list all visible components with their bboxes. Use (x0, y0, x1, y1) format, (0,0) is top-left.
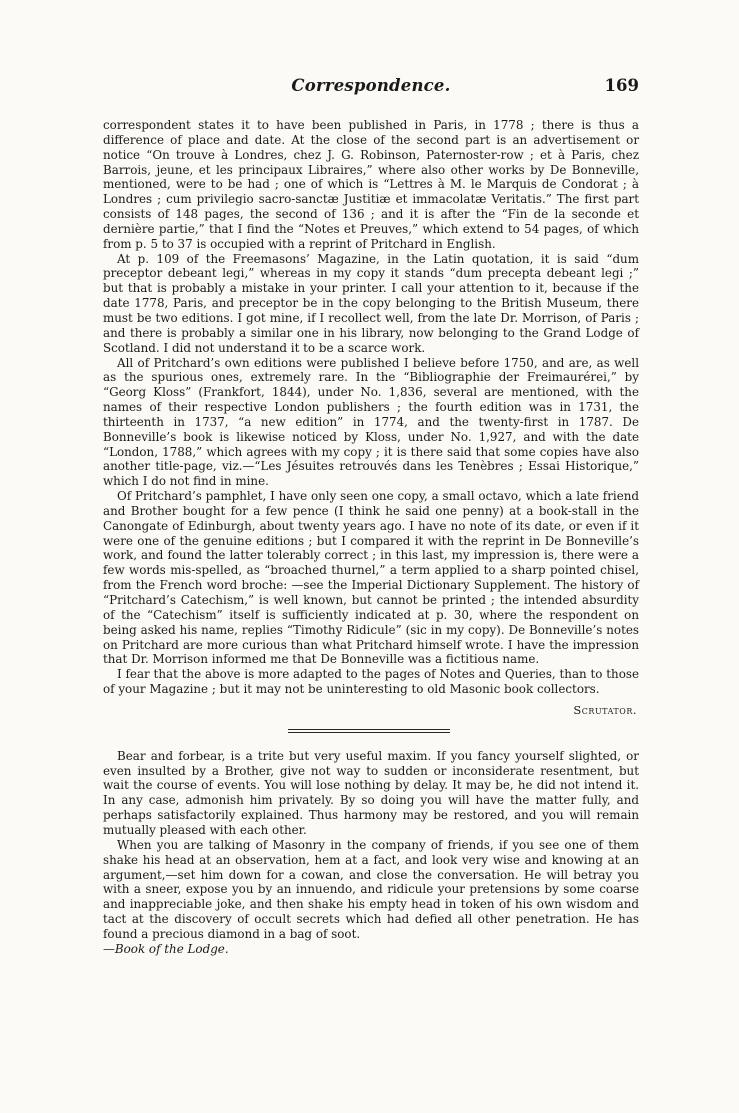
extract-paragraph-1: Bear and forbear, is a trite but very useful maxim. If you fancy yourself slighted, or even insulted by a Brother, give not way to sudden or inconsiderate resentment, but wait the course of events. You will lose nothing by delay. It may be, he did not intend it. In any case, admonish him privately. By so doing you will have the matter fully, and perhaps satisfactorily explained. Thus harmony may be restored, and you will remain mutually pleased with each other. (103, 748, 639, 837)
extract-source (103, 942, 639, 957)
running-head (103, 76, 639, 100)
source-citation: —Book of the Lodge. (103, 941, 229, 956)
body-text (103, 118, 639, 957)
letter-paragraph-1: correspondent states it to have been published in Paris, in 1778 ; there is thus a difference of place and date. At the close of the second part is an advertisement or notice “On trouve à Londres, chez J. G. Robinson, Paternoster-row ; et à Paris, chez Barrois, jeune, et les principaux Libraires,” where also other works by De Bonneville, mentioned, were to be had ; one of which is “Lettres à M. le Marquis de Condorat ; à Londres ; cum privilegio sacro-sanctæ Justitiæ et immacolatæ Veritatis.” The first part consists of 148 pages, the second of 136 ; and it is after the “Fin de la seconde et dernière partie,” that I find the “Notes et Preuves,” which extend to 54 pages, of which from p. 5 to 37 is occupied with a reprint of Pritchard in English. (103, 118, 639, 251)
page-number: 169 (604, 76, 639, 95)
divider-rule (288, 729, 450, 733)
letter-paragraph-2: At p. 109 of the Freemasons’ Magazine, in the Latin quotation, it is said “dum preceptor debeant legi,” whereas in my copy it stands “dum precepta debeant legi ;” but that is probably a mistake in your printer. I call your attention to it, because if the date 1778, Paris, and preceptor be in the copy belonging to the British Museum, there must be two editions. I got mine, if I recollect well, from the late Dr. Morrison, of Paris ; and there is probably a similar one in his library, now belonging to the Grand Lodge of Scotland. I did not understand it to be a scarce work. (103, 251, 639, 355)
extract-paragraph-2: When you are talking of Masonry in the company of friends, if you see one of them shake his head at an observation, hem at a fact, and look very wise and knowing at an argument,—set him down for a cowan, and close the conversation. He will betray you with a sneer, expose you by an innuendo, and ridicule your pretensions by some coarse and inappreciable joke, and then shake his empty head in token of his own wisdom and tact at the discovery of occult secrets which had defied all other penetration. He has found a precious diamond in a bag of soot. (103, 837, 639, 941)
letter-paragraph-3: All of Pritchard’s own editions were published I believe before 1750, and are, as well as the spurious ones, extremely rare. In the “Bibliographie der Freimaurérei,” by “Georg Kloss” (Frankfort, 1844), under No. 1,836, several are mentioned, with the names of their respective London publishers ; the fourth edition was in 1731, the thirteenth in 1737, “a new edition” in 1774, and the twenty-first in 1787. De Bonneville’s book is likewise noticed by Kloss, under No. 1,927, and with the date “London, 1788,” which agrees with my copy ; it is there said that some copies have also another title-page, viz.—“Les Jésuites retrouvés dans les Tenèbres ; Essai Historique,” which I do not find in mine. (103, 355, 639, 489)
letter-paragraph-4: Of Pritchard’s pamphlet, I have only seen one copy, a small octavo, which a late friend and Brother bought for a few pence (I think he said one penny) at a book-stall in the Canongate of Edinburgh, about twenty years ago. I have no note of its date, or even if it were one of the genuine editions ; but I compared it with the reprint in De Bonneville’s work, and found the latter tolerably correct ; in this last, my impression is, there were a few words mis-spelled, as “broached thurnel,” a term applied to a sharp pointed chisel, from the French word broche: —see the Imperial Dictionary Supplement. The history of “Pritchard’s Catechism,” is well known, but cannot be printed ; the intended absurdity of the “Catechism” itself is sufficiently indicated at p. 30, where the respondent on being asked his name, replies “Timothy Ridicule” (sic in my copy). De Bonneville’s notes on Pritchard are more curious than what Pritchard himself wrote. I have the impression that Dr. Morrison informed me that De Bonneville was a fictitious name. (103, 489, 639, 667)
signature: Scrutator. (573, 702, 637, 717)
letter-paragraph-5: I fear that the above is more adapted to the pages of Notes and Queries, than to those of your Magazine ; but it may not be uninteresting to old Masonic book collectors. (103, 667, 639, 697)
running-title: Correspondence. (291, 76, 451, 95)
section-divider (103, 718, 639, 742)
